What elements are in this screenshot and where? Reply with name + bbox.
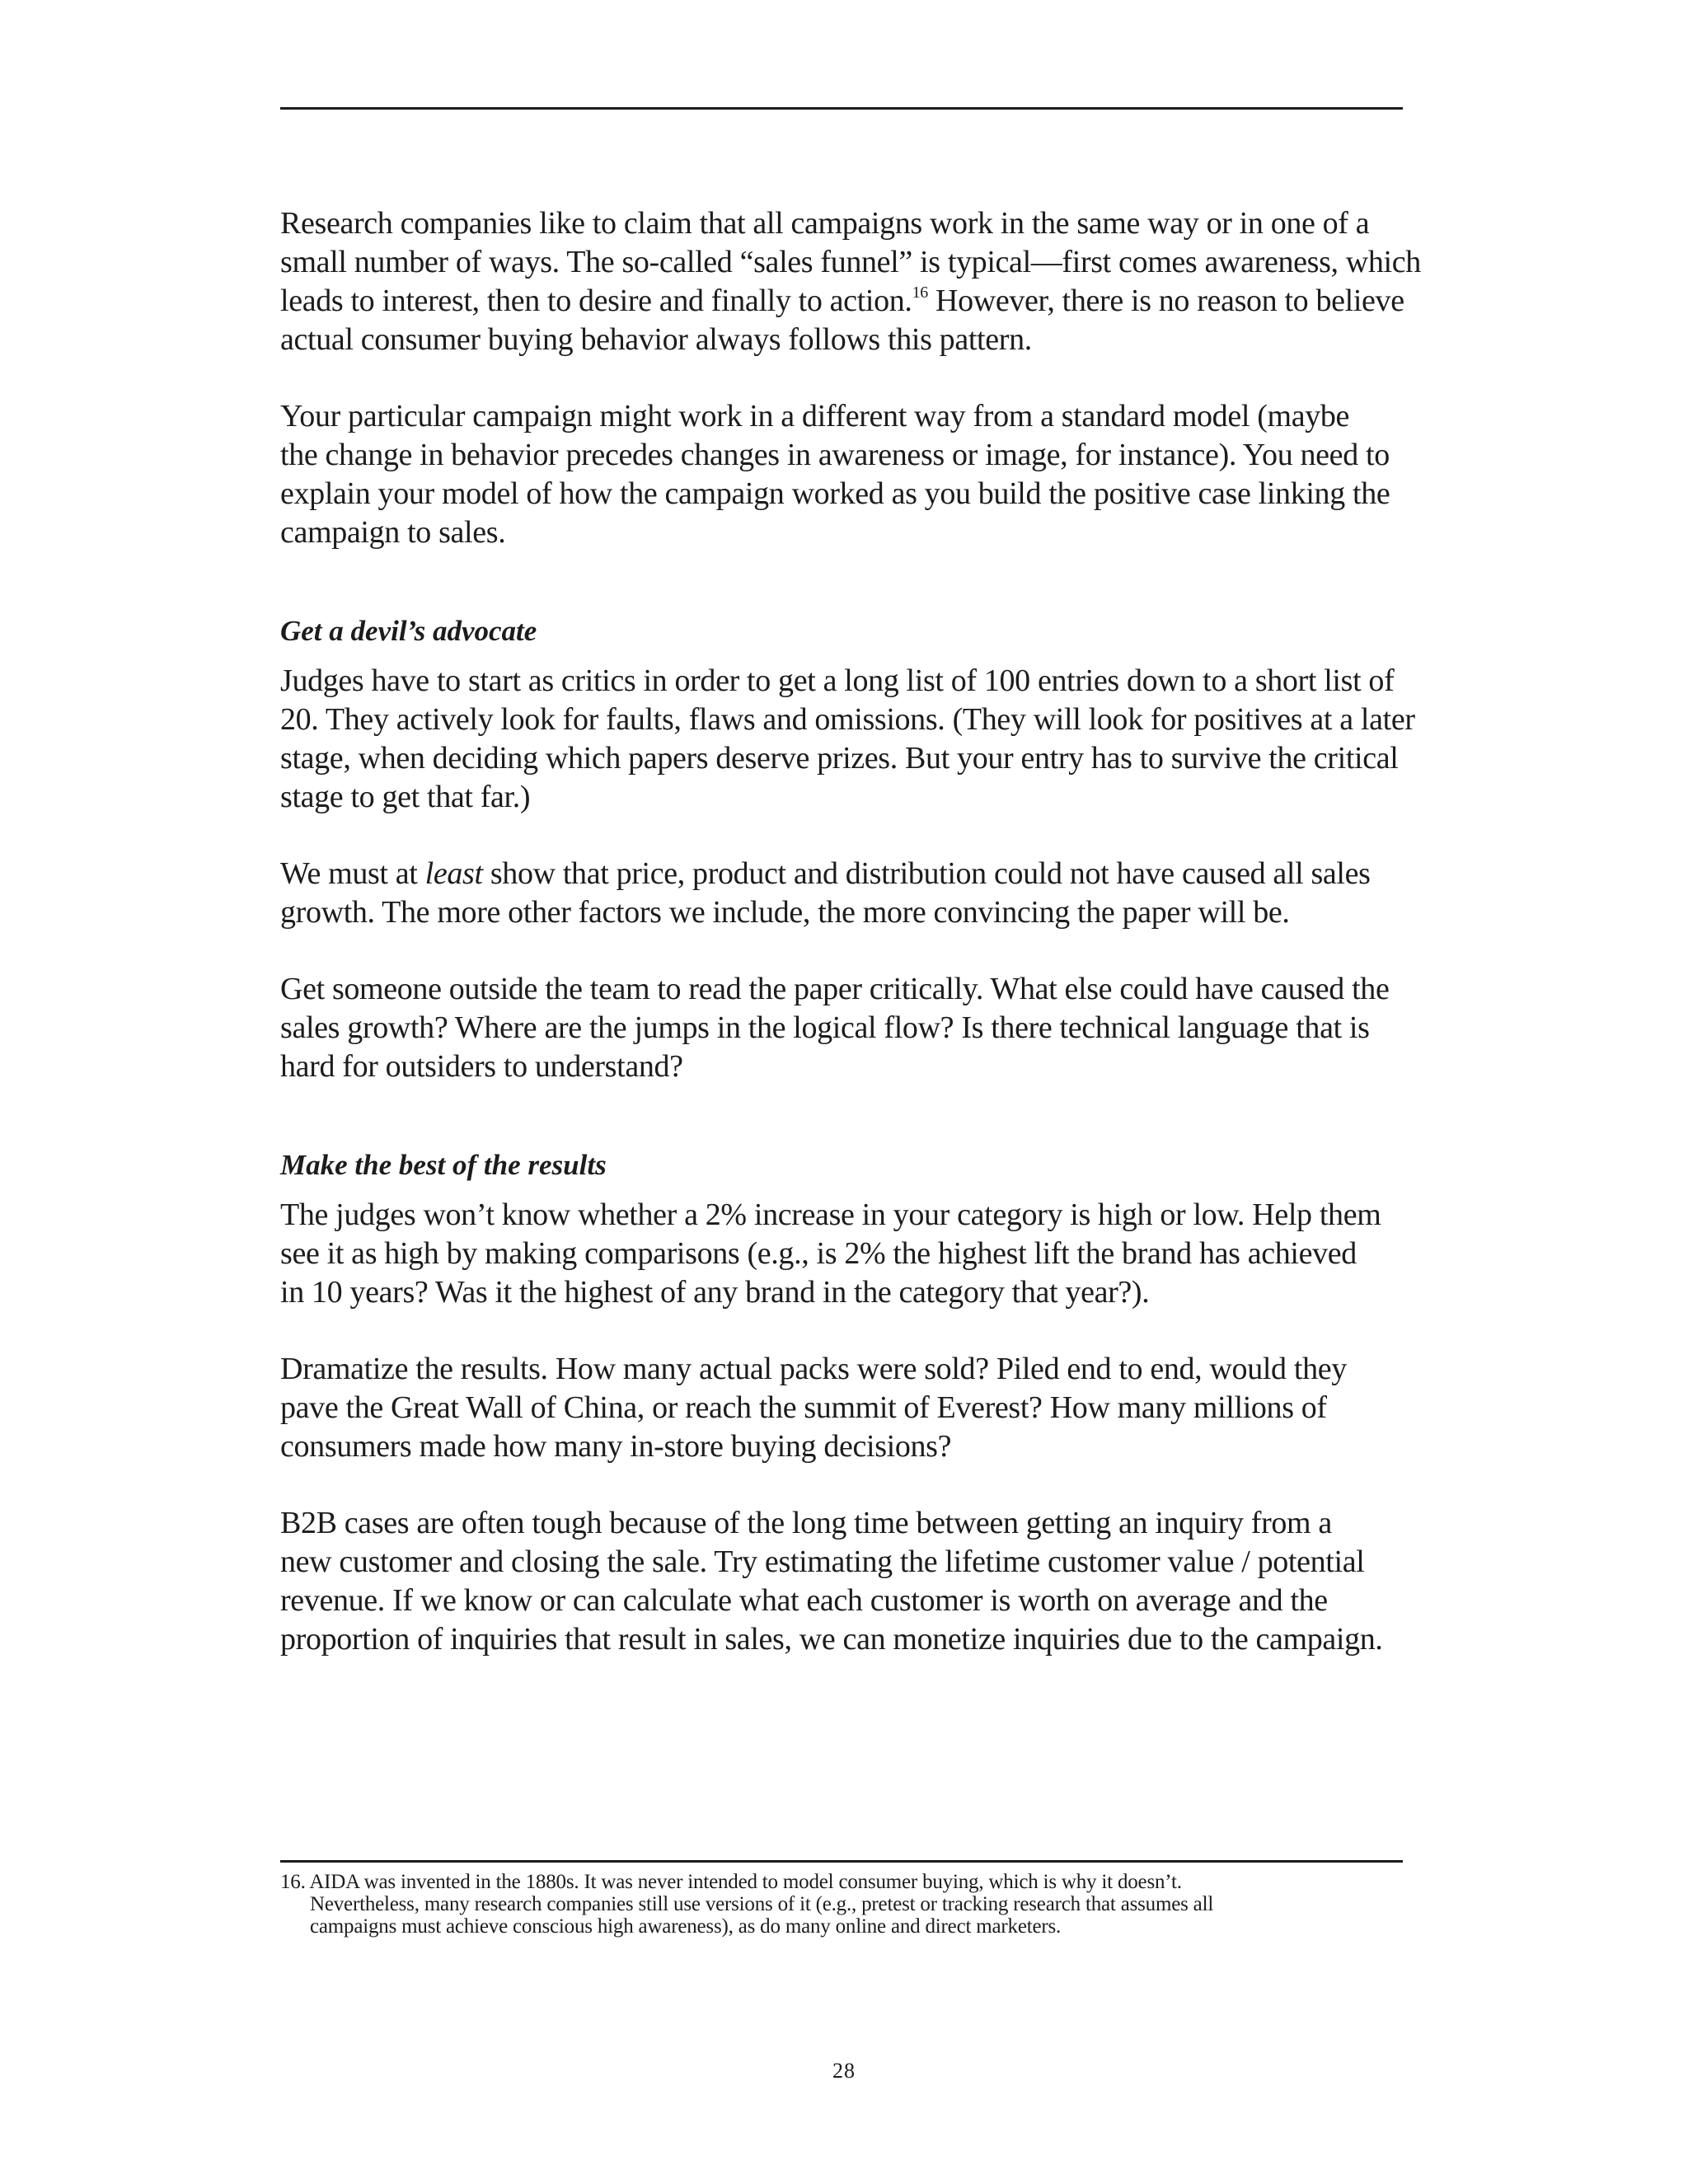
paragraph-dramatize [280,1350,1426,1466]
text-line: Your particular campaign might work in a different way from a standard model (maybe [280,399,1350,434]
text-line: Get someone outside the team to read the paper critically. What else could have caused the [280,972,1390,1006]
text-line: the change in behavior precedes changes in awareness or image, for instance). You need to [280,438,1390,472]
text-line: growth. The more other factors we include, the more convincing the paper will be. [280,895,1290,930]
paragraph-outside-reader [280,970,1426,1086]
page-number: 28 [832,2059,856,2083]
footnote-reference[interactable]: 16 [912,284,928,302]
text-line: small number of ways. The so-called “sales funnel” is typical—first comes awareness, which [280,245,1421,279]
text-line: pave the Great Wall of China, or reach the summit of Everest? How many millions of [280,1390,1327,1425]
text-line: 20. They actively look for faults, flaws and omissions. (They will look for positives at a later [280,702,1415,737]
text-line: stage to get that far.) [280,780,531,814]
footnote-line: Nevertheless, many research companies still use versions of it (e.g., pretest or tracking research that assumes all [310,1893,1214,1915]
text-line: The judges won’t know whether a 2% increase in your category is high or low. Help them [280,1197,1381,1232]
text-line: new customer and closing the sale. Try estimating the lifetime customer value / potential [280,1544,1365,1579]
footnote-16 [280,1871,1418,1938]
text-line: revenue. If we know or can calculate what each customer is worth on average and the [280,1583,1328,1618]
footnote-rule [280,1860,1403,1863]
section-heading-devils-advocate: Get a devil’s advocate [280,615,537,647]
text-line: Judges have to start as critics in order to get a long list of 100 entries down to a short list of [280,663,1395,698]
text-fragment: show that price, product and distribution could not have caused all sales [482,856,1371,891]
text-line: proportion of inquiries that result in sales, we can monetize inquiries due to the campaign. [280,1622,1383,1657]
footnote-line: campaigns must achieve conscious high awareness), as do many online and direct marketers. [310,1915,1062,1938]
text-line: explain your model of how the campaign worked as you build the positive case linking the [280,476,1390,511]
main-content [280,204,1426,1659]
paragraph-campaign-model [280,397,1426,552]
text-line: see it as high by making comparisons (e.g., is 2% the highest lift the brand has achieved [280,1236,1357,1271]
emphasis-text: least [424,856,483,891]
section-heading-best-results: Make the best of the results [280,1149,607,1181]
text-line: consumers made how many in-store buying decisions? [280,1429,952,1464]
text-line: stage, when deciding which papers deserve prizes. But your entry has to survive the critical [280,741,1399,776]
text-fragment: However, there is no reason to believe [927,284,1404,318]
text-line: Research companies like to claim that all campaigns work in the same way or in one of a [280,206,1370,241]
paragraph-b2b-cases [280,1504,1426,1659]
paragraph-comparisons [280,1196,1426,1312]
text-line: campaign to sales. [280,515,506,550]
paragraph-sales-funnel [280,204,1426,359]
text-line: B2B cases are often tough because of the long time between getting an inquiry from a [280,1506,1332,1540]
text-fragment: We must at [280,856,425,891]
text-line: Dramatize the results. How many actual packs were sold? Piled end to end, would they [280,1352,1347,1386]
top-rule [280,107,1403,110]
footnote-line: 16. AIDA was invented in the 1880s. It was never intended to model consumer buying, which is why it doesn’t. [280,1871,1182,1893]
text-line [280,855,1426,893]
text-line: sales growth? Where are the jumps in the logical flow? Is there technical language that is [280,1010,1370,1045]
text-line [280,282,1426,321]
text-line: actual consumer buying behavior always follows this pattern. [280,322,1032,357]
text-line: in 10 years? Was it the highest of any brand in the category that year?). [280,1275,1150,1310]
text-fragment: leads to interest, then to desire and finally to action. [280,284,912,318]
paragraph-judges-critics [280,662,1426,817]
text-line: hard for outsiders to understand? [280,1049,683,1084]
paragraph-other-factors [280,855,1426,932]
